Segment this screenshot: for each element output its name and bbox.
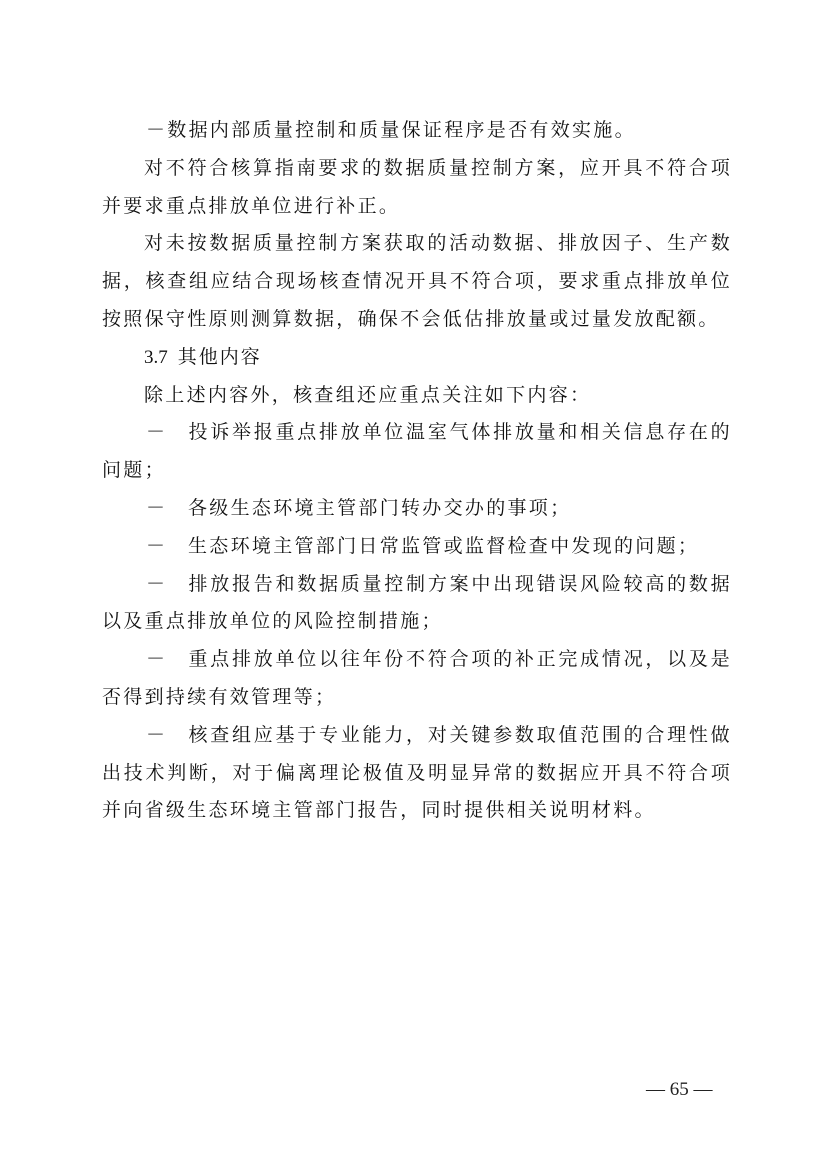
bullet-text: 核查组应基于专业能力，对关键参数取值范围的合理性做出技术判断，对于偏离理论极值及明显异常的数据应开具不符合项并向省级生态环境主管部门报告，同时提供相关说明材料。	[102, 723, 732, 822]
paragraph: 对不符合核算指南要求的数据质量控制方案，应开具不符合项并要求重点排放单位进行补正。	[102, 156, 732, 217]
dash-marker: －	[146, 723, 166, 746]
intro-paragraph: 除上述内容外，核查组还应重点关注如下内容：	[144, 383, 592, 406]
section-number: 3.7	[144, 346, 168, 368]
section-heading	[102, 339, 732, 377]
bullet-item	[102, 566, 732, 642]
dash-marker: －	[146, 496, 166, 519]
bullet-item	[102, 717, 732, 830]
bullet-item	[102, 528, 732, 566]
section-title: 其他内容	[177, 345, 262, 368]
bullet-item	[102, 490, 732, 528]
paragraph: 对未按数据质量控制方案获取的活动数据、排放因子、生产数据，核查组应结合现场核查情况开具不符合项，要求重点排放单位按照保守性原则测算数据，确保不会低估排放量或过量发放配额。	[102, 232, 732, 330]
paragraph: －数据内部质量控制和质量保证程序是否有效实施。	[146, 119, 636, 141]
dash-marker: －	[146, 648, 166, 671]
document-body	[102, 112, 732, 830]
bullet-text: 排放报告和数据质量控制方案中出现错误风险较高的数据以及重点排放单位的风险控制措施；	[102, 572, 732, 633]
bullet-item	[102, 641, 732, 717]
bullet-text: 投诉举报重点排放单位温室气体排放量和相关信息存在的问题；	[102, 421, 732, 482]
dash-marker: －	[146, 572, 166, 595]
bullet-item	[102, 414, 732, 490]
bullet-text: 生态环境主管部门日常监管或监督检查中发现的问题；	[188, 534, 700, 557]
bullet-text: 重点排放单位以往年份不符合项的补正完成情况，以及是否得到持续有效管理等；	[102, 648, 732, 708]
dash-marker: －	[146, 534, 166, 557]
page-number: — 65 —	[646, 1079, 713, 1100]
bullet-text: 各级生态环境主管部门转办交办的事项；	[188, 496, 572, 519]
dash-marker: －	[146, 421, 166, 444]
